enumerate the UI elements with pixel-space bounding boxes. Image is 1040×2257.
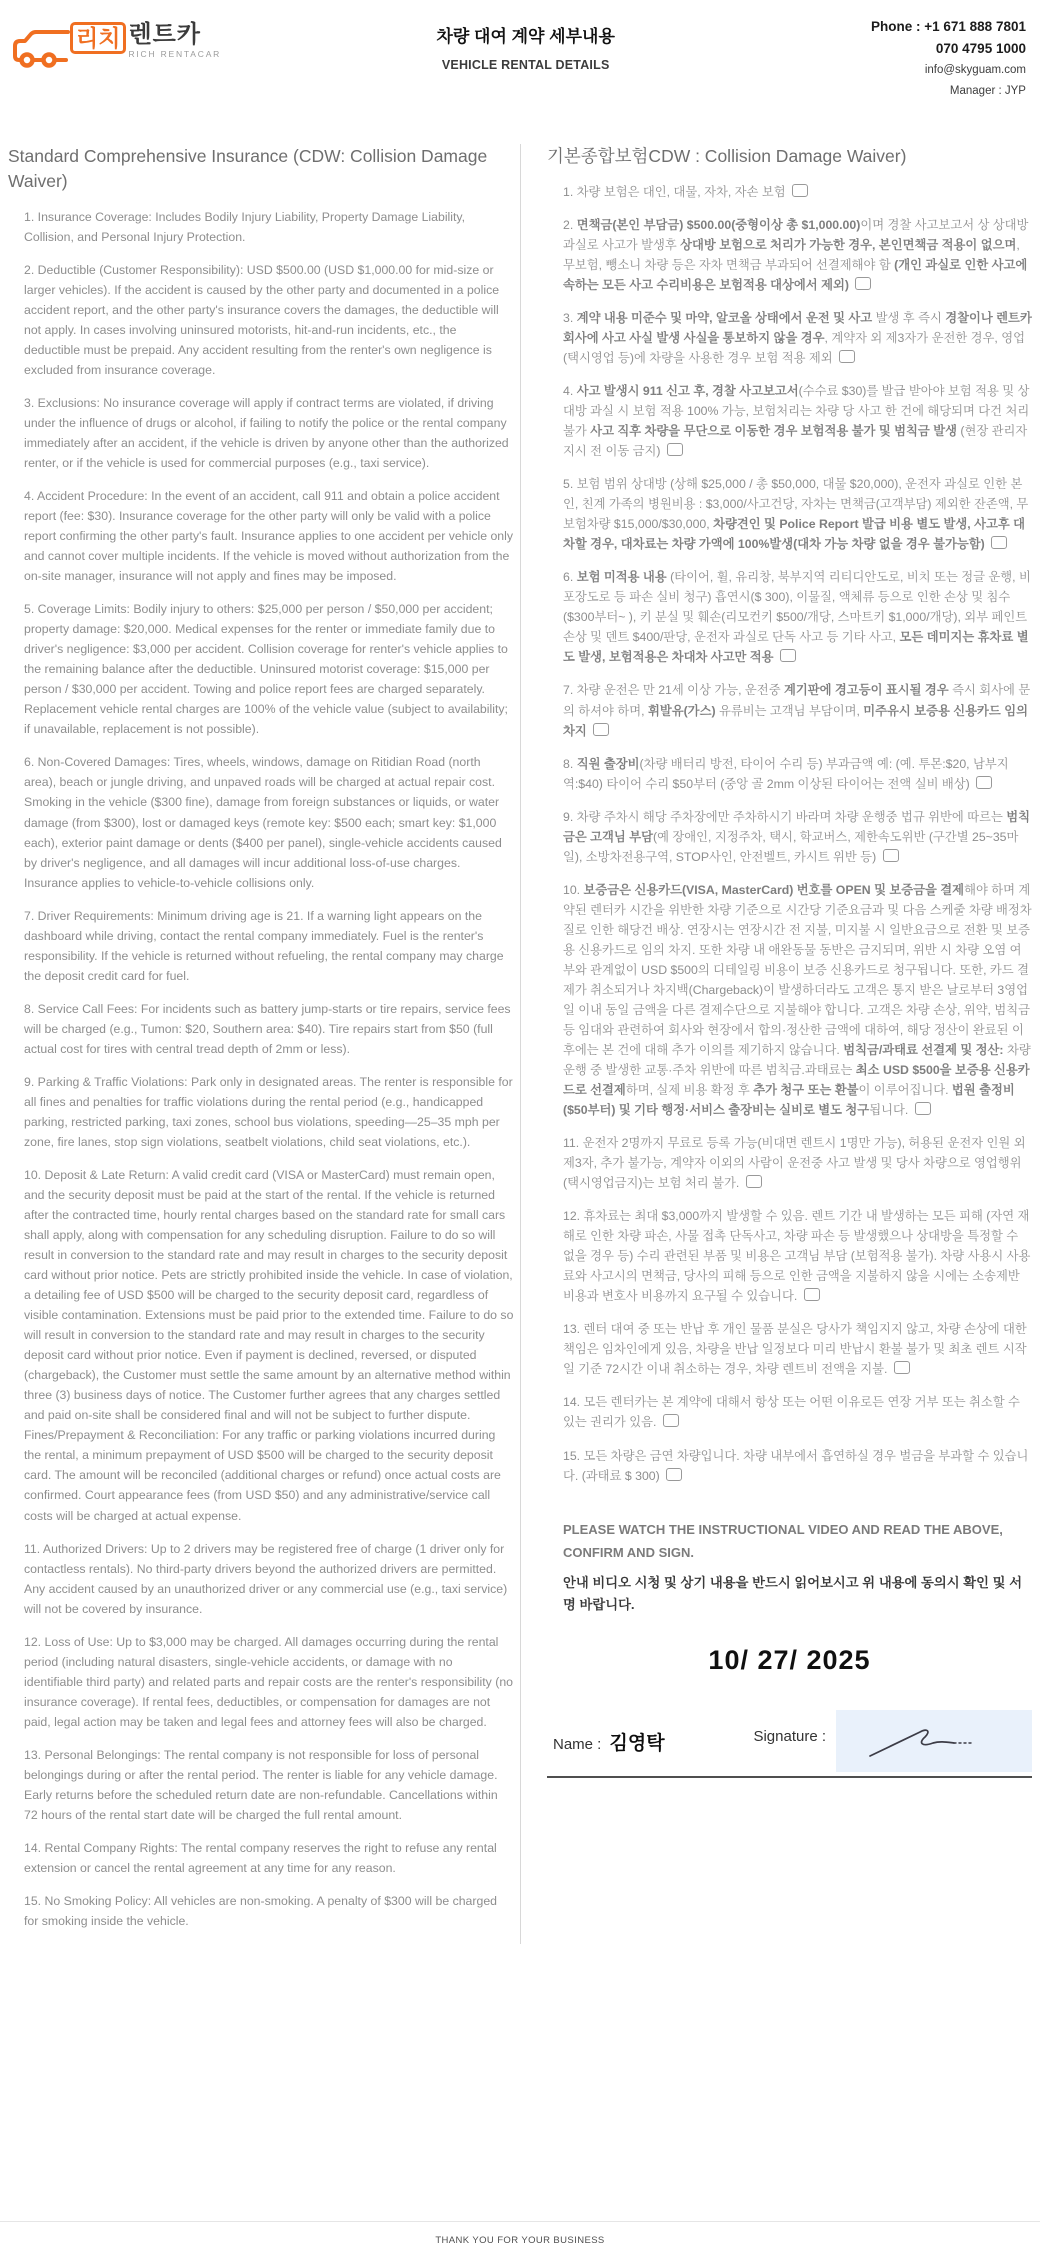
- text: 4.: [563, 384, 577, 399]
- terms-korean-title: 기본종합보험CDW : Collision Damage Waiver): [547, 145, 907, 166]
- terms-english-paragraphs: [8, 207, 514, 1931]
- logo: [10, 10, 333, 70]
- brand-english: RICH RENTACAR: [128, 49, 222, 60]
- checkbox-icon[interactable]: [991, 536, 1007, 549]
- checkbox-icon[interactable]: [746, 1175, 762, 1188]
- text: (타이어, 휠, 유리창, 북부지역 리티디안도로, 비치 또는 정글 운행, 비포장도로 등 파손 실비 청구) 흡연시($ 300), 이물질, 액체류 등으로 인한 손상 및 침수($300부터~ ), 키 분실 및 훼손(리모컨키 $500/개당, 스마트키 $1,000/개당), 외부 페인트 손상 및 덴트 $400/판당, 운전자 과실로 단독 사고 등 기타 사고,: [563, 570, 1031, 645]
- text: 해야 하며 계약된 렌터카 시간을 위반한 차량 기준으로 시간당 기준요금과 및 다음 스케줄 차량 배정차질로 인한 해당건 배상. 연장시는 연장시간 전 지불, 미지불 시 일반요금으로 전환 및 보증용 신용카드로 임의 차지. 또한 차량 내 애완동물 동반은 금지되며, 위반 시 차량 오염 여부와 관계없이 USD $500의 디테일링 비용이 보증 신용카드로 청구됩니다. 또한, 카드 결제가 취소되거나 차지백(Chargeback)이 발생하더라도 고객은 통지 받은 날로부터 3영업일 이내 동일 금액을 다른 결제수단으로 지불해야 합니다. 고객은 차량 손상, 위약, 범칙금 등 임대와 관련하여 회사와 현장에서 합의·정산한 금액에 대하여, 해당 정산이 완료된 이후에는 본 건에 대해 추가 이의를 제기하지 않습니다.: [563, 882, 1032, 1057]
- emphasized-text: 추가 청구 또는 환불: [753, 1083, 859, 1098]
- checkbox-icon[interactable]: [780, 649, 796, 662]
- emphasized-text: 사고 직후 차량을 무단으로 이동한 경우 보험적용 불가 및 범칙금 발생: [590, 424, 957, 439]
- terms-paragraph-en: 11. Authorized Drivers: Up to 2 drivers may be registered free of charge (1 driver only for contactless rentals). No third-party drivers beyond the authorized drivers are permitted. Any accident caused by an unauthorized driver or any commercial use (e.g., taxi service) will not be covered by insurance.: [24, 1541, 508, 1616]
- emphasized-text: 미주유시 보증용 신용카드 임의 차지: [563, 703, 1028, 738]
- text: [985, 537, 988, 551]
- document-title-korean: 차량 대여 계약 세부내용: [436, 27, 615, 46]
- manager-name: Manager : JYP: [949, 84, 1026, 97]
- text: [587, 724, 590, 738]
- terms-paragraph-ko: [563, 1319, 1032, 1379]
- renter-name: [553, 1710, 665, 1755]
- checkbox-icon[interactable]: [915, 1102, 931, 1115]
- text: (차량 배터리 방전, 타이어 수리 등) 부과금액 예: (예. 투몬:$20, 남부지역:$40) 타이어 수리 $50부터 (중앙 골 2mm 이상된 타이어는 전액 실비 배상): [563, 756, 1009, 791]
- document-title-english: VEHICLE RENTAL DETAILS: [441, 58, 610, 72]
- text: 11. 운전자 2명까지 무료로 등록 가능(비대면 렌트시 1명만 가능), 허용된 운전자 인원 외 제3자, 추가 불가능, 계약자 이외의 사람이 운전중 사고 발생 및 당사 차량으로 영업행위(택시영업금지)는 보험 처리 불가.: [563, 1136, 1026, 1191]
- terms-paragraph-en: 1. Insurance Coverage: Includes Bodily Injury Liability, Property Damage Liability, Collision, and Personal Injury Protection.: [24, 209, 466, 244]
- brand-block: [128, 22, 221, 59]
- checkbox-icon[interactable]: [839, 350, 855, 363]
- emphasized-text: 차량견인 및 Police Report 발급 비용 별도 발생, 사고후 대차할 경우, 대차료는 차량 가액에 100%발생(대차 가능 차량 없을 경우 불가능함): [563, 517, 1026, 552]
- text: 13. 렌터 대여 중 또는 반납 후 개인 물품 분실은 당사가 책임지지 않고, 차량 손상에 대한 책임은 임차인에게 있음, 차량을 반납 일정보다 미리 반납시 환불 불가 및 최초 렌트 시작일 기준 72시간 이내 취소하는 경우, 차량 렌트비 전액을 지불.: [563, 1322, 1027, 1377]
- terms-paragraph-en: 9. Parking & Traffic Violations: Park only in designated areas. The renter is responsible for all fines and penalties for traffic violations during the rental period (e.g., handicapped parking, restricted parking, taxi zones, school bus violations, speeding—25–35 mph per zone, fire lanes, stop sign violations, seatbelt violations, child seat violations, etc.).: [24, 1074, 513, 1149]
- checkbox-icon[interactable]: [792, 184, 808, 197]
- text: 1. 차량 보험은 대인, 대물, 자차, 자손 보험: [563, 184, 790, 199]
- text: (예 장애인, 지정주차, 택시, 학교버스, 제한속도위반 (구간별 25~35마일), 소방차전용구역, STOP사인, 안전벨트, 카시트 위반 등): [563, 829, 1019, 864]
- emphasized-text: 계약 내용 미준수 및 마약, 알코올 상태에서 운전 및 사고: [576, 310, 873, 325]
- confirmation-notice: [547, 1518, 1032, 1615]
- text: 7. 차량 운전은 만 21세 이상 가능, 운전중: [563, 683, 784, 698]
- terms-korean-paragraphs: [547, 182, 1032, 1486]
- document-title-block: [333, 10, 718, 72]
- text: 12. 휴차료는 최대 $3,000까지 발생할 수 있음. 렌트 기간 내 발생하는 모든 피해 (자연 재해로 인한 차량 파손, 사물 접촉 단독사고, 차량 파손 등 발생했으나 상대방을 특정할 수 없을 경우 등) 수리 관련된 부품 및 비용은 고객님 부담 (보험적용 불가). 차량 사용시 사용료와 사고시의 면책금, 당사의 피해 등으로 인한 금액을 지불하지 않을 시에는 소송제반 비용과 변호사 비용까지 요구될 수 있습니다.: [563, 1209, 1031, 1304]
- text: (현장 관리자 지시 전 이동 금지): [563, 424, 1028, 459]
- text: 2.: [563, 217, 577, 232]
- checkbox-icon[interactable]: [666, 1468, 682, 1481]
- text: 하며, 실제 비용 확정 후: [625, 1083, 754, 1098]
- phone-number-primary: Phone : +1 671 888 7801: [871, 19, 1026, 34]
- emphasized-text: 상대방 보험으로 처리가 가능한 경우, 본인면책금 적용이 없으며: [680, 237, 1017, 252]
- email-address: info@skyguam.com: [924, 64, 1026, 77]
- emphasized-text: 직원 출장비: [576, 756, 640, 771]
- text: (수수료 $30)를 발급 받아야 보험 적용 및 상대방 과실 시 보험 적용 100% 가능, 보험처리는 차량 당 사고 한 건에 해당되며 다건 처리 불가: [563, 384, 1030, 439]
- signature-stroke-icon: [854, 1718, 1014, 1764]
- checkbox-icon[interactable]: [894, 1361, 910, 1374]
- checkbox-icon[interactable]: [976, 776, 992, 789]
- agreement-date: 10/ 27/ 2025: [708, 1644, 871, 1675]
- car-logo-icon: [10, 18, 74, 70]
- terms-paragraph-ko: [563, 567, 1032, 667]
- emphasized-text: 면책금(본인 부담금) $500.00(중형이상 총 $1,000.00): [576, 217, 861, 232]
- emphasized-text: 최소 USD $500을 보증용 신용카드로 선결제: [563, 1063, 1030, 1098]
- text: , 계약자 외 제3자가 운전한 경우, 영업(택시영업 등)에 차량을 사용한 경우 보험 적용 제외: [563, 331, 1025, 366]
- terms-english-column: [8, 144, 514, 1944]
- text: 8.: [563, 756, 577, 771]
- text: 3.: [563, 310, 577, 325]
- brand-korean-accent: 리치: [70, 22, 126, 54]
- text: [849, 278, 852, 292]
- contact-info: [718, 10, 1026, 100]
- emphasized-text: 보증금은 신용카드(VISA, MasterCard) 번호를 OPEN 및 보증금을 결제: [583, 882, 965, 897]
- text: [774, 650, 777, 664]
- checkbox-icon[interactable]: [667, 443, 683, 456]
- emphasized-text: 사고 발생시 911 신고 후, 경찰 사고보고서: [576, 384, 799, 399]
- terms-paragraph-en: 6. Non-Covered Damages: Tires, wheels, windows, damage on Ritidian Road (north area), beach or jungle driving, and unpaved roads will be charged at actual repair cost. Smoking in the vehicle ($300 fine), damage from foreign substances or liquids, or water damage (from $300), lost or damaged keys (remote key: $500 each; smart key: $1,000 each), exterior paint damage or dents ($400 per panel), single-vehicle accidents caused by driver's negligence, and all damages will incur additional loss-of-use charges. Insurance applies to vehicle-to-vehicle collisions only.: [24, 755, 502, 890]
- emphasized-text: 범칙금은 고객님 부담: [563, 809, 1031, 844]
- header: [0, 0, 1040, 100]
- terms-paragraph-ko: [563, 308, 1032, 368]
- text: 10.: [563, 882, 584, 897]
- emphasized-text: 범칙금/과태료 선결제 및 정산:: [843, 1042, 1004, 1057]
- checkbox-icon[interactable]: [804, 1288, 820, 1301]
- phone-number-secondary: 070 4795 1000: [935, 40, 1026, 56]
- terms-paragraph-en: 10. Deposit & Late Return: A valid credit card (VISA or MasterCard) must remain open, and the security deposit must be paid at the start of the rental. If the vehicle is returned after the contracted time, hourly rental charges based on the standard rate for small cars shall apply, along with compensation for any scheduling disruption. Failure to do so will result in conversion to the standard rate and may result in charges to the security deposit card without prior notice. Pets are strictly prohibited inside the vehicle. In case of violation, a detailing fee of USD $500 will be charged to the security deposit card, regardless of visible contamination. Extensions must be paid prior to the extended time. Failure to do so will result in conversion to the standard rate and may result in charges to the security deposit card without prior notice. Even if payment is declined, reversed, or disputed (chargeback), the Customer must settle the same amount by an alternative method within three (3) business days of notice. The Customer further agrees that any charges settled and paid on-site shall be considered final and will not be subject to further dispute. Fines/Prepayment & Reconciliation: For any traffic or parking violations incurred during the rental, a minimum prepayment of USD $500 will be charged to the security deposit card. The amount will be reconciled (additional charges or refund) once actual costs are confirmed. Court appearance fees (from USD $50) and any administrative/service call costs will be charged at actual expense.: [24, 1167, 514, 1523]
- checkbox-icon[interactable]: [855, 277, 871, 290]
- signature-box[interactable]: [836, 1710, 1032, 1772]
- terms-paragraph-ko: [563, 754, 1032, 794]
- text: 즉시 회사에 문의 하셔야 하며,: [563, 683, 1031, 718]
- terms-paragraph-ko: [563, 1206, 1032, 1306]
- terms-paragraph-en: 14. Rental Company Rights: The rental company reserves the right to refuse any rental extension or cancel the rental agreement at any time for any reason.: [24, 1840, 497, 1875]
- text: 이 이루어집니다.: [858, 1083, 952, 1098]
- checkbox-icon[interactable]: [883, 849, 899, 862]
- text: 됩니다.: [869, 1103, 912, 1118]
- terms-paragraph-en: 3. Exclusions: No insurance coverage will apply if contract terms are violated, if driving under the influence of drugs or alcohol, if failing to notify the police or the rental company immediately after an accident, if the vehicle is driven by anyone other than the authorized renter, or if the vehicle is used for commercial purposes (e.g., taxi service).: [24, 395, 509, 470]
- footer-thanks-text: THANK YOU FOR YOUR BUSINESS: [435, 2235, 605, 2246]
- name-value: 김영탁: [609, 1732, 665, 1754]
- terms-paragraph-en: 13. Personal Belongings: The rental company is not responsible for loss of personal belongings during or after the rental period. The renter is liable for any vehicle damage. Early returns before the scheduled return date are non-refundable. Cancellations within 72 hours of the rental start date will be charged the full rental amount.: [24, 1747, 498, 1822]
- text: 이며 경찰 사고보고서 상 상대방 과실로 사고가 발생후: [563, 217, 1029, 252]
- terms-paragraph-ko: [563, 182, 1032, 202]
- confirmation-notice-korean: 안내 비디오 시청 및 상기 내용을 반드시 읽어보시고 위 내용에 동의시 확인 및 서명 바랍니다.: [563, 1575, 1023, 1612]
- terms-paragraph-ko: [563, 807, 1032, 867]
- terms-paragraph-ko: [563, 880, 1032, 1120]
- terms-paragraph-ko: [563, 474, 1032, 554]
- emphasized-text: 휘발유(가스): [647, 703, 716, 718]
- emphasized-text: 법원 출정비($50부터) 및 기타 행정·서비스 출장비는 실비로 별도 청구: [563, 1083, 1015, 1118]
- confirmation-notice-english: PLEASE WATCH THE INSTRUCTIONAL VIDEO AND READ THE ABOVE, CONFIRM AND SIGN.: [563, 1521, 1003, 1560]
- terms-paragraph-ko: [563, 1133, 1032, 1193]
- footer: [0, 2221, 1040, 2257]
- terms-paragraph-ko: [563, 680, 1032, 740]
- checkbox-icon[interactable]: [593, 723, 609, 736]
- signature-field: [753, 1710, 1032, 1772]
- brand-korean: 렌트카: [128, 21, 201, 48]
- text: 5. 보험 범위 상대방 (상해 $25,000 / 총 $50,000, 대물 $20,000), 운전자 과실로 인한 본인, 친계 가족의 병원비용 : $3,000/사고건당, 자차는 면책금(고객부담) 제외한 잔존액, 무보험차량 $15,000/$30,000,: [563, 477, 1029, 532]
- terms-paragraph-en: 15. No Smoking Policy: All vehicles are non-smoking. A penalty of $300 will be charged for smoking inside the vehicle.: [24, 1894, 498, 1929]
- text: 14. 모든 렌터카는 본 계약에 대해서 항상 또는 어떤 이유로든 연장 거부 또는 취소할 수 있는 권리가 있음.: [563, 1395, 1020, 1430]
- text: 발생 후 즉시: [872, 310, 946, 325]
- text: 9. 차량 주차시 해당 주차장에만 주차하시기 바라며 차량 운행중 법규 위반에 따르는: [563, 809, 1007, 824]
- text: 유류비는 고객님 부담이며,: [715, 703, 864, 718]
- terms-english-title: Standard Comprehensive Insurance (CDW: Collision Damage Waiver): [8, 145, 488, 191]
- name-label: Name :: [553, 1735, 602, 1753]
- emphasized-text: 모든 데미지는 휴차료 별도 발생, 보험적용은 차대차 사고만 적용: [563, 630, 1029, 665]
- text: 차량 운행 중 발생한 교통·주차 위반에 따른 범칙금.과태료는: [563, 1042, 1031, 1077]
- checkbox-icon[interactable]: [663, 1414, 679, 1427]
- terms-paragraph-ko: [563, 215, 1032, 295]
- terms-paragraph-en: 2. Deductible (Customer Responsibility): USD $500.00 (USD $1,000.00 for mid-size or larger vehicles). If the accident is caused by the other party and documented in a police accident report, and the other party's insurance covers the damages, the deductible will not apply. In cases involving uninsured motorists, hit-and-run incidents, etc., the deductible must be prepaid. Any accident resulting from the renter's own negligence is excluded from insurance coverage.: [24, 262, 500, 377]
- emphasized-text: 계기판에 경고등이 표시될 경우: [784, 683, 949, 698]
- emphasized-text: 보험 미적용 내용: [576, 570, 667, 585]
- terms-paragraph-en: 12. Loss of Use: Up to $3,000 may be charged. All damages occurring during the rental period (including natural disasters, single-vehicle accidents, or damage with no identifiable third party) and related parts and repair costs are the renter's responsibility (no insurance coverage). If rental fees, deductibles, or compensation for damages are not paid, legal action may be taken and legal fees and attorney fees will also be charged.: [24, 1634, 514, 1729]
- terms-paragraph-en: 5. Coverage Limits: Bodily injury to others: $25,000 per person / $50,000 per accident; property damage: $20,000. Medical expenses for the renter or immediate family due to driver's negligence: $3,000 per accident. Collision coverage for renter's vehicle applies to the remaining balance after the deductible. Uninsured motorist coverage: $15,000 per person / $30,000 per accident. Towing and police report fees are charged separately. Replacement vehicle rental charges are 100% of the vehicle value (subject to availability; if unavailable, replacement is not possible).: [24, 602, 508, 737]
- terms-korean-column: [520, 144, 1032, 1944]
- terms-paragraph-en: 7. Driver Requirements: Minimum driving age is 21. If a warning light appears on the dashboard while driving, contact the rental company immediately. Fuel is the renter's responsibility. If the vehicle is returned without refueling, the rental company may charge the deposit credit card for fuel.: [24, 908, 504, 983]
- terms-columns: [0, 144, 1040, 2014]
- terms-paragraph-en: 8. Service Call Fees: For incidents such as battery jump-starts or tire repairs, service fees will be charged (e.g., Tumon: $20, Southern area: $40). Tire repairs start from $50 (full actual cost for tires with central tread depth of 2mm or less).: [24, 1001, 511, 1056]
- signature-row: [547, 1710, 1032, 1778]
- terms-paragraph-ko: [563, 381, 1032, 461]
- text: 15. 모든 차량은 금연 차량입니다. 차량 내부에서 흡연하실 경우 벌금을 부과할 수 있습니다. (과태료 $ 300): [563, 1448, 1029, 1483]
- terms-paragraph-ko: [563, 1392, 1032, 1432]
- text: , 무보험, 뺑소니 차량 등은 자차 면책금 부과되어 선결제해야 함: [563, 237, 1020, 272]
- emphasized-text: (개인 과실로 인한 사고에 속하는 모든 사고 수리비용은 보험적용 대상에서 제외): [563, 257, 1028, 292]
- signature-label: Signature :: [753, 1727, 826, 1745]
- emphasized-text: 경찰이나 렌트카 회사에 사고 사실 발생 사실을 통보하지 않을 경우: [563, 310, 1032, 345]
- terms-paragraph-ko: [563, 1446, 1032, 1486]
- text: 6.: [563, 570, 577, 585]
- terms-paragraph-en: 4. Accident Procedure: In the event of an accident, call 911 and obtain a police accident report (fee: $30). Insurance coverage for the other party will only be valid with a police report confirming the other party's fault. Insurance applies to one accident per vehicle only and cannot cover multiple incidents. If the vehicle is moved without authorization from the on-site manager, insurance will not apply and fines may be imposed.: [24, 489, 514, 584]
